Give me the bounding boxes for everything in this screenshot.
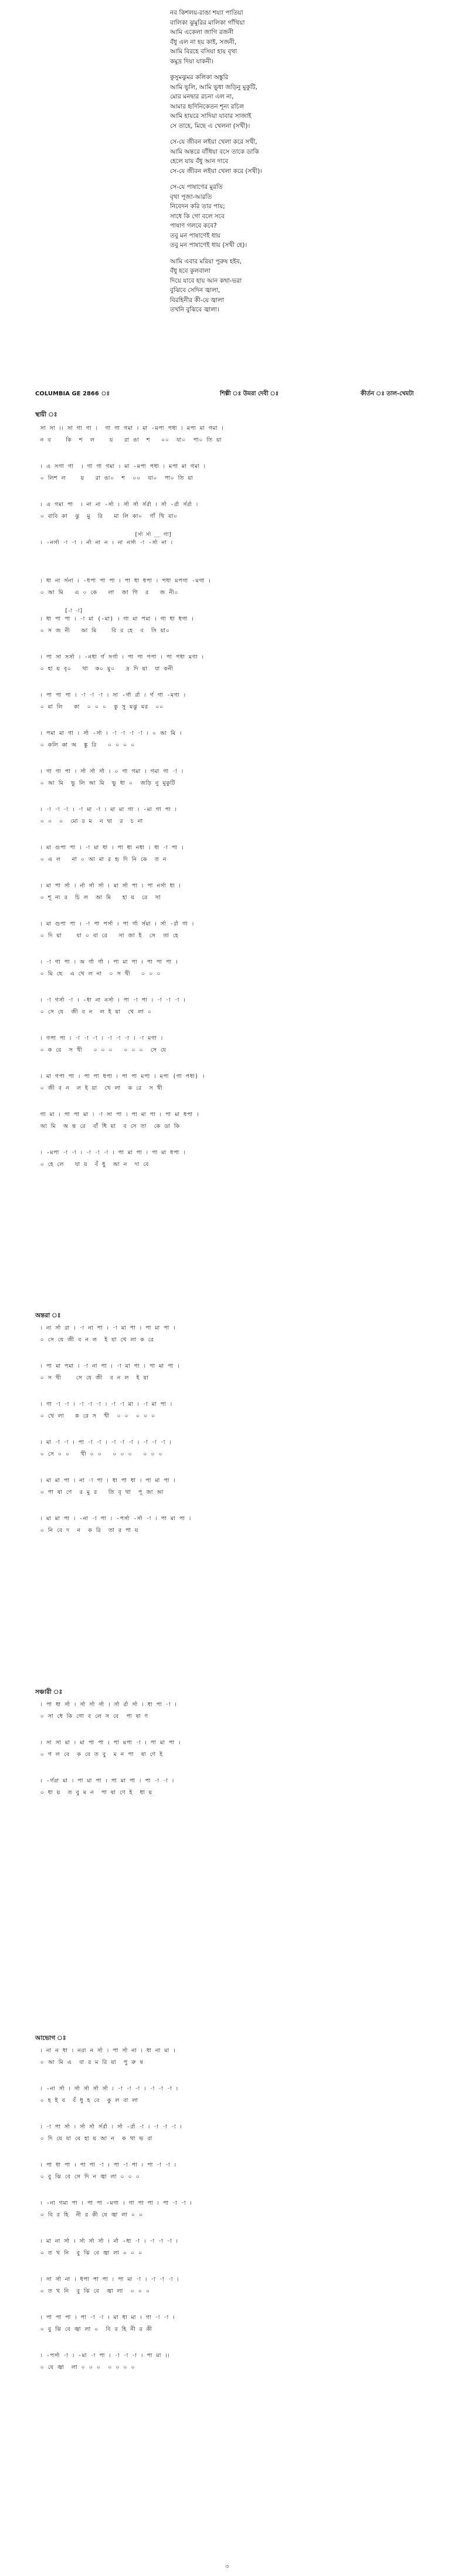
poem-stanza [170,73,405,131]
swara-line: । গা গা পা । র্সা র্সা র্সা । ০ গা গমা । গমা গা -া । [33,768,183,775]
poem-line: বিরহিনীর কী-যে জ্বালা [170,296,224,304]
lyric-line: ০ স খী সে যে জী ব ন ল ই য়া [33,1375,149,1381]
poem-line: আমি অন্তরে বাঁধিয়া বসে তাকে ডাকি [170,148,259,155]
poem-line: আমি ভুলি, আমি ভুধা জড়িনু মুকুটি, [170,83,257,91]
poem-line: সে-যে পাষাণের মুরতি [170,184,223,191]
notation-row [33,1321,443,1348]
poem-line: বালিকা ঝুমুরির মালিকা গাঁথিয়া [170,19,245,26]
swara-line: । মা গুপা পা । -া পা পর্সা । পা র্গা র্সমা । র্সা -র্রা গা । [33,921,194,927]
section-label-sanchari: সঞ্চারী ঃ [35,1689,63,1696]
poem-line: হেলে যায় বঁধু আন দাবে [170,158,229,165]
notation-row [33,1397,443,1424]
lyric-line: ০ বু ঝি বে জ্বা লা ০ বি র হি নী র কী [33,2326,152,2333]
notation-row [33,1697,443,1724]
notation-row [33,650,443,677]
lyric-line: ০ খে লা ক রে স খী ০ ০ ০ ০ ০ [33,1413,155,1419]
tala-name: কীর্তন ঃ তাল-খেমটা [361,391,414,397]
poem-stanza [170,8,405,66]
lyric-line: ০ স জ নী আ মি বি র হে ব সি য়া০ [33,628,170,634]
swara-line: । -র্গরা মা । পা মা পা । পা মা পা । পা -া -া । [33,1778,174,1784]
lyric-line: ০ আ মি ভু লি আ মি ভু ধা ০ জড়ি নু মুকুটি [33,780,176,787]
poem-line: আমার হৃদিনিকেতন শূন্য রচিল [170,103,244,110]
notation-row [33,2348,443,2375]
poem-line: আমি বিরহে বসিয়া হায় বৃথা [170,48,237,55]
notation-row [33,2196,443,2223]
record-header [35,389,446,400]
section-label-abhog: আভোগ ঃ [35,2035,66,2042]
poem-line: আমি একেলা জাগি রজনী [170,29,234,36]
swara-line: । ধা পা পা । -া মা (-মা) । গা মা পমা । গা ধা ধগা । [33,616,194,622]
lyric-line: ০ আ মি এ ০ কে লা জা গি র জ নী০ [33,589,178,596]
swara-line: । মা পা র্সা । র্না র্সা র্সা । মা র্সা পা । পা নর্সা ধা । [33,883,181,889]
lyric-line: ০ এ ল না ০ আ মা র হৃ দি নি কে ত ন [33,856,167,863]
swara-line: । না র্সা রা । -া না পা । -া মা পা । পা মা পা । [33,1325,176,1331]
swara-line: । পমা মা গা । র্সা -র্সা । -া -া -া -া । ০ আ মি । [33,730,182,737]
notation-row [33,955,443,982]
notation-row [33,802,443,829]
poem-line: বৃথা পূজা-আরতি [170,193,212,201]
lyric-line: ০ জী ব ন ল ই য়া খে লা ক রে স খী [33,1085,163,1092]
poem-line: পাষাণ গলবে কবে? [170,222,217,229]
notation-row [33,497,443,524]
lyric-line: ০ সে যে জী ব ন ল ই য়া খে লা ০ [33,1009,152,1015]
poem-line: নব কিশলয়-রাঙা শয্যা পাতিয়া [170,9,243,16]
notation-annotation: [র্সা র্সা __ গা] [33,532,172,538]
notation-row [33,1774,443,1801]
notation-row [33,1435,443,1462]
notation-row [33,1031,443,1058]
lyric-line: ০ সা ধে কি গো ব লে স বে পা ষা ণ [33,1713,148,1720]
record-label: COLUMBIA GE 2866 ঃ [35,391,110,397]
poem-line: বুঝিবে সেদিন জ্বালা, [170,287,220,294]
swara-line: । পা ধা পা । পা পা -া । পা -া পা । পা -া -া । [33,2162,176,2168]
swara-line: । ধা না র্সনা । -ধপা পা পা । পা ধা ধপা । পধা মপগা -মগা । [33,578,211,584]
poem-line: সে তাহে, মিছে এ খেলনা (সখী)। [170,122,250,130]
page-number: ৩ [225,2564,229,2570]
notation-row [33,2120,443,2147]
lyric-line: ০ দি য়া যা ০ বা রে সা জা ই সে তা হে [33,933,179,939]
notation-row [33,879,443,906]
lyric-line: আ মি অ ন্ত রে বাঁ ধি য়া ব সে তা কে ডা কি [33,1123,180,1130]
poem-line: আমি হায়রে সাদিয়া যাবার সাজাই [170,113,252,120]
notation-row [33,2158,443,2185]
lyric-line: ০ কলি কা অ ঙ্কু রি ০ ০ ০ ০ [33,742,135,748]
swara-line: । -া -া -া । -া মা -া । মা মা গা । -মা গা পা । [33,806,177,813]
poem-line: দিয়ে যাবে হায় আন কথা-ভরা [170,277,242,284]
lyric-line: ০ বি র হি নী র কী যে জ্বা লা ০ ০ [33,2212,143,2218]
swara-line: । এ সগা গা । গা গা গমা । মা -মপা পধা । মপা মা গমা । [33,463,206,470]
notation-row [33,532,443,562]
lyric-line: ০ সে ০ ০ খী ০ ০ ০ ০ ০ ০ ০ ০ [33,1451,163,1458]
swara-line: । -া গা পা । অ র্গা র্গা । পা মা পা । পা পা পা । [33,959,178,965]
lyric-line: ০ দি য়ে যা বে হা য় আ ন ক থা ভ রা [33,2136,153,2142]
notation-row [33,840,443,867]
lyric-line: ০ ধা য় ত বু ম ন পা ষা ণে ই ধা য় [33,1789,152,1796]
poem-line: বঁধু হবে কুলবালা [170,267,210,274]
lyric-line: ০ ০ ০ মো র ম ন দ্বা র চ না [33,818,143,825]
swara-line: । মা না র্সা । র্সা র্সা র্সা । র্না -ধা -া । -া -া -া । [33,2238,178,2245]
poem-line: সে-যে জীবন লইয়া খেলা করে সখী, [170,138,257,145]
notation-row [33,726,443,753]
poem-stanza [170,257,405,315]
notation-annotation: [-া -া] [33,608,83,614]
swara-line: । মা মা পা । না -া পা । ধা পা ধা । পা মা পা । [33,1477,176,1484]
notation-row [33,421,443,448]
poem-line: কমুদ্র দিয়া যাকনী। [170,57,214,65]
section-label-antara: অন্তরা ঃ [35,1312,61,1319]
poem-line: তখনি বুঝিবে জ্বালা। [170,306,219,313]
swara-line: । সা র্সা না । ধপা পা পা । পা মা -া । -া -া -া । [33,2276,179,2283]
lyric-line: ০ ত খ নি বু ঝি বে জ্বা লা ০ ০ ০ [33,2250,142,2256]
swara-line: । মা মা পা । -না -া পা । -পর্সা -র্সা -া । পা মা পা । [33,1516,191,1522]
notation-row [33,1069,443,1096]
section-label-asthayi: স্থায়ী ঃ [35,411,57,418]
swara-line: । মা গপা পা । পা পা ধপা । পা পা মপা । মপা (গা পধা) । [33,1073,205,1080]
lyric-line: ০ হ ই ব বঁ ধু হ বে কু ল বা লা [33,2097,138,2104]
swara-line: । পা পা পা । -া -া -া । সা -র্গা র্রা । র্গ গা -মগা । [33,692,186,699]
notation-row [33,764,443,791]
lyric-line: ০ মি ছে এ খে ল না ০ স খী ০ ০ ০ [33,971,161,977]
lyric-line: ০ ত খ নি বু ঝি বে জ্বা লা ০ ০ ০ [33,2288,150,2294]
lyric-line: ০ পা ষা ণে র মু র তি বৃ থা পূ জা আ [33,1489,164,1496]
swara-line: । সা সা মা । মা পা পা । পা মপা -া । পা মা পা । [33,1740,181,1746]
lyric-line: ০ সে যে জী ব ন ল ই য়া খে লা ক রে [33,1337,154,1343]
notation-row [33,917,443,944]
notation-row [33,2082,443,2109]
swara-line: সা সা ।। সা গা গা । গা গা গমা । মা -মপা পধা । মপা মা গমা । [33,425,224,432]
swara-line: । -না র্সা । র্সা র্সা র্সা র্সা । -া -া -া । -া -া -া । [33,2086,178,2092]
notation-row [33,688,443,715]
swara-line: । -া পা র্সা । র্সা র্সা র্সর্রা । র্সা -র্রা -া । -া -া -া । [33,2124,182,2130]
lyric-line: ০ মা লি কা ০ ০ ০ কু সু মঝু মর ০০ [33,704,164,710]
notation-row [33,574,443,601]
swara-line: । এ গমা পা । না না -র্সা । র্সা র্সা র্সর্রা । র্সা -র্রা র্সর্রা । [33,501,198,508]
notation-row [33,459,443,486]
lyric-line: ০ গ ল বে ক বে ত বু ম ন পা ষা ণে ই [33,1751,163,1758]
lyric-line: ০ ক রে স খী ০ ০ ০ ০ ০ ০ সে যে [33,1047,166,1053]
swara-line: । গপা পা । -া -া -া । -া -া -া । -া মগা । [33,1035,163,1042]
lyric-line: ০ হে লে যা য় বঁ ধু আ ন দা বে [33,1161,149,1168]
notation-row [33,2272,443,2299]
artist-name: শিল্পী ঃ উমরা দেবী ঃ [220,391,279,397]
poem-line: বঁধু এল না হয় কাই, সজনী, [170,38,237,46]
lyric-line: ০ যে জ্বা লা ০ ০ ০ ০ ০ ০ ০ [33,2364,135,2371]
notation-row [33,1473,443,1500]
poem-line: নিবেদন করি তার পায়; [170,203,225,210]
notation-row [33,1145,443,1172]
poem-line: সে-যে জীবন লইয়া খেলা করে (সখী)। [170,167,263,175]
lyric-line: ০ আ মি এ বা র ম রি য়া পু রু ষ [33,2059,144,2066]
swara-line: । পা ধা র্সা । র্সা র্সা র্সা । র্সা র্রা র্সা । ধা পা -া । [33,1701,177,1708]
poem-line: মোর মনদ্বার রচনা এল না, [170,93,234,100]
lyric-line: ০ হা য় বৃ০ থা ক০ মু০ দ্র দি য়া যা কনী [33,666,174,672]
lyric-line: ০ শূ ন্য র চি ল আ মি হা য় রে সা [33,894,161,901]
swara-line: । -নর্সা -া -া । র্না না ন । না নর্সা -া -র্সা না । [33,540,173,546]
swara-line: । -না গমা পা । পা পা -মগা । গা পা পা । পা -া -া । [33,2200,192,2206]
swara-line: । না ন ধা । নরা ন র্সা । পা র্সা না । ধা না মা । [33,2048,176,2054]
poem-line: তবু মন পাষাণেই ধায় [170,232,220,239]
swara-line: । পা সা সর্সা । -নধা র্গ সর্গা । পা পা পপা । পা পধা মগা । [33,654,204,660]
notation-row [33,1359,443,1386]
swara-line: । -া গর্সা -া । -ধা না নর্সা । পা -া পা । -া -া -া । [33,997,186,1004]
lyric-line: ০ বু ঝি বে সে দি ন জ্বা লা ০ ০ ০ [33,2174,140,2180]
notation-row [33,608,443,639]
notation-row [33,993,443,1020]
poem-line: তবু মন পাষাণেই ধায় (সখী হে)। [170,242,247,249]
swara-line: । -পর্সা -া । -মা -া পা । -া -া -া । পা মা ।। [33,2353,170,2359]
swara-line: গা মা । পা পা মা । -া সা পা । পা মা পা । পা মা ধপা । [33,1111,199,1118]
notation-row [33,2310,443,2337]
lyric-line: ০ বাবি কা ঝু মু রি মা লি কা০ গাঁ থি য়া০ [33,513,178,520]
swara-line: । -মপা -া -া । -া -া -া । পা মা পা । পা মা ধপা । [33,1150,186,1156]
poem-stanza [170,137,405,176]
swara-line: । গা -া -া । -া -া -া । -া -া মা । -া মা পা । [33,1401,172,1408]
notation-row [33,2234,443,2261]
notation-row [33,1736,443,1762]
poem-line: আমি এবার মরিয়া পুরুষ হইব, [170,257,242,265]
notation-row [33,1107,443,1134]
poem-stanza [170,182,405,250]
notation-row [33,1511,443,1538]
poem-line: কুসুমঝুমর কলিকা অঙ্কুরি [170,74,229,81]
swara-line: । পা মা পমা । -া না পা । -া মা পা । পা মা পা । [33,1363,180,1370]
lyrics-poem [170,8,405,321]
swara-line: । পা পা পা । পা -া -া । মা ধা মা । গা -া -া । [33,2314,175,2321]
swara-line: । মা -া -া । পা -া -া । -া -া -া । -া -া -া । [33,1439,172,1446]
poem-line: সাধে কি গো বলে সবে [170,212,225,220]
notation-row [33,2043,443,2070]
lyric-line: ০ নি বে দ ন ক রি তা র পা য় [33,1527,139,1534]
swara-line: । মা গুপা পা । -া মা ধা । পা ধা নধা । ধা -া পা । [33,845,184,851]
lyric-line: ০ লিশ ল য় রা ঙা০ শ ০০ যা০ পা০ তি য়া [33,475,193,482]
lyric-line: ন ব কি শ ল য় রা ঙা শ ০০ যা০ পা০ তি য়া [33,437,222,443]
